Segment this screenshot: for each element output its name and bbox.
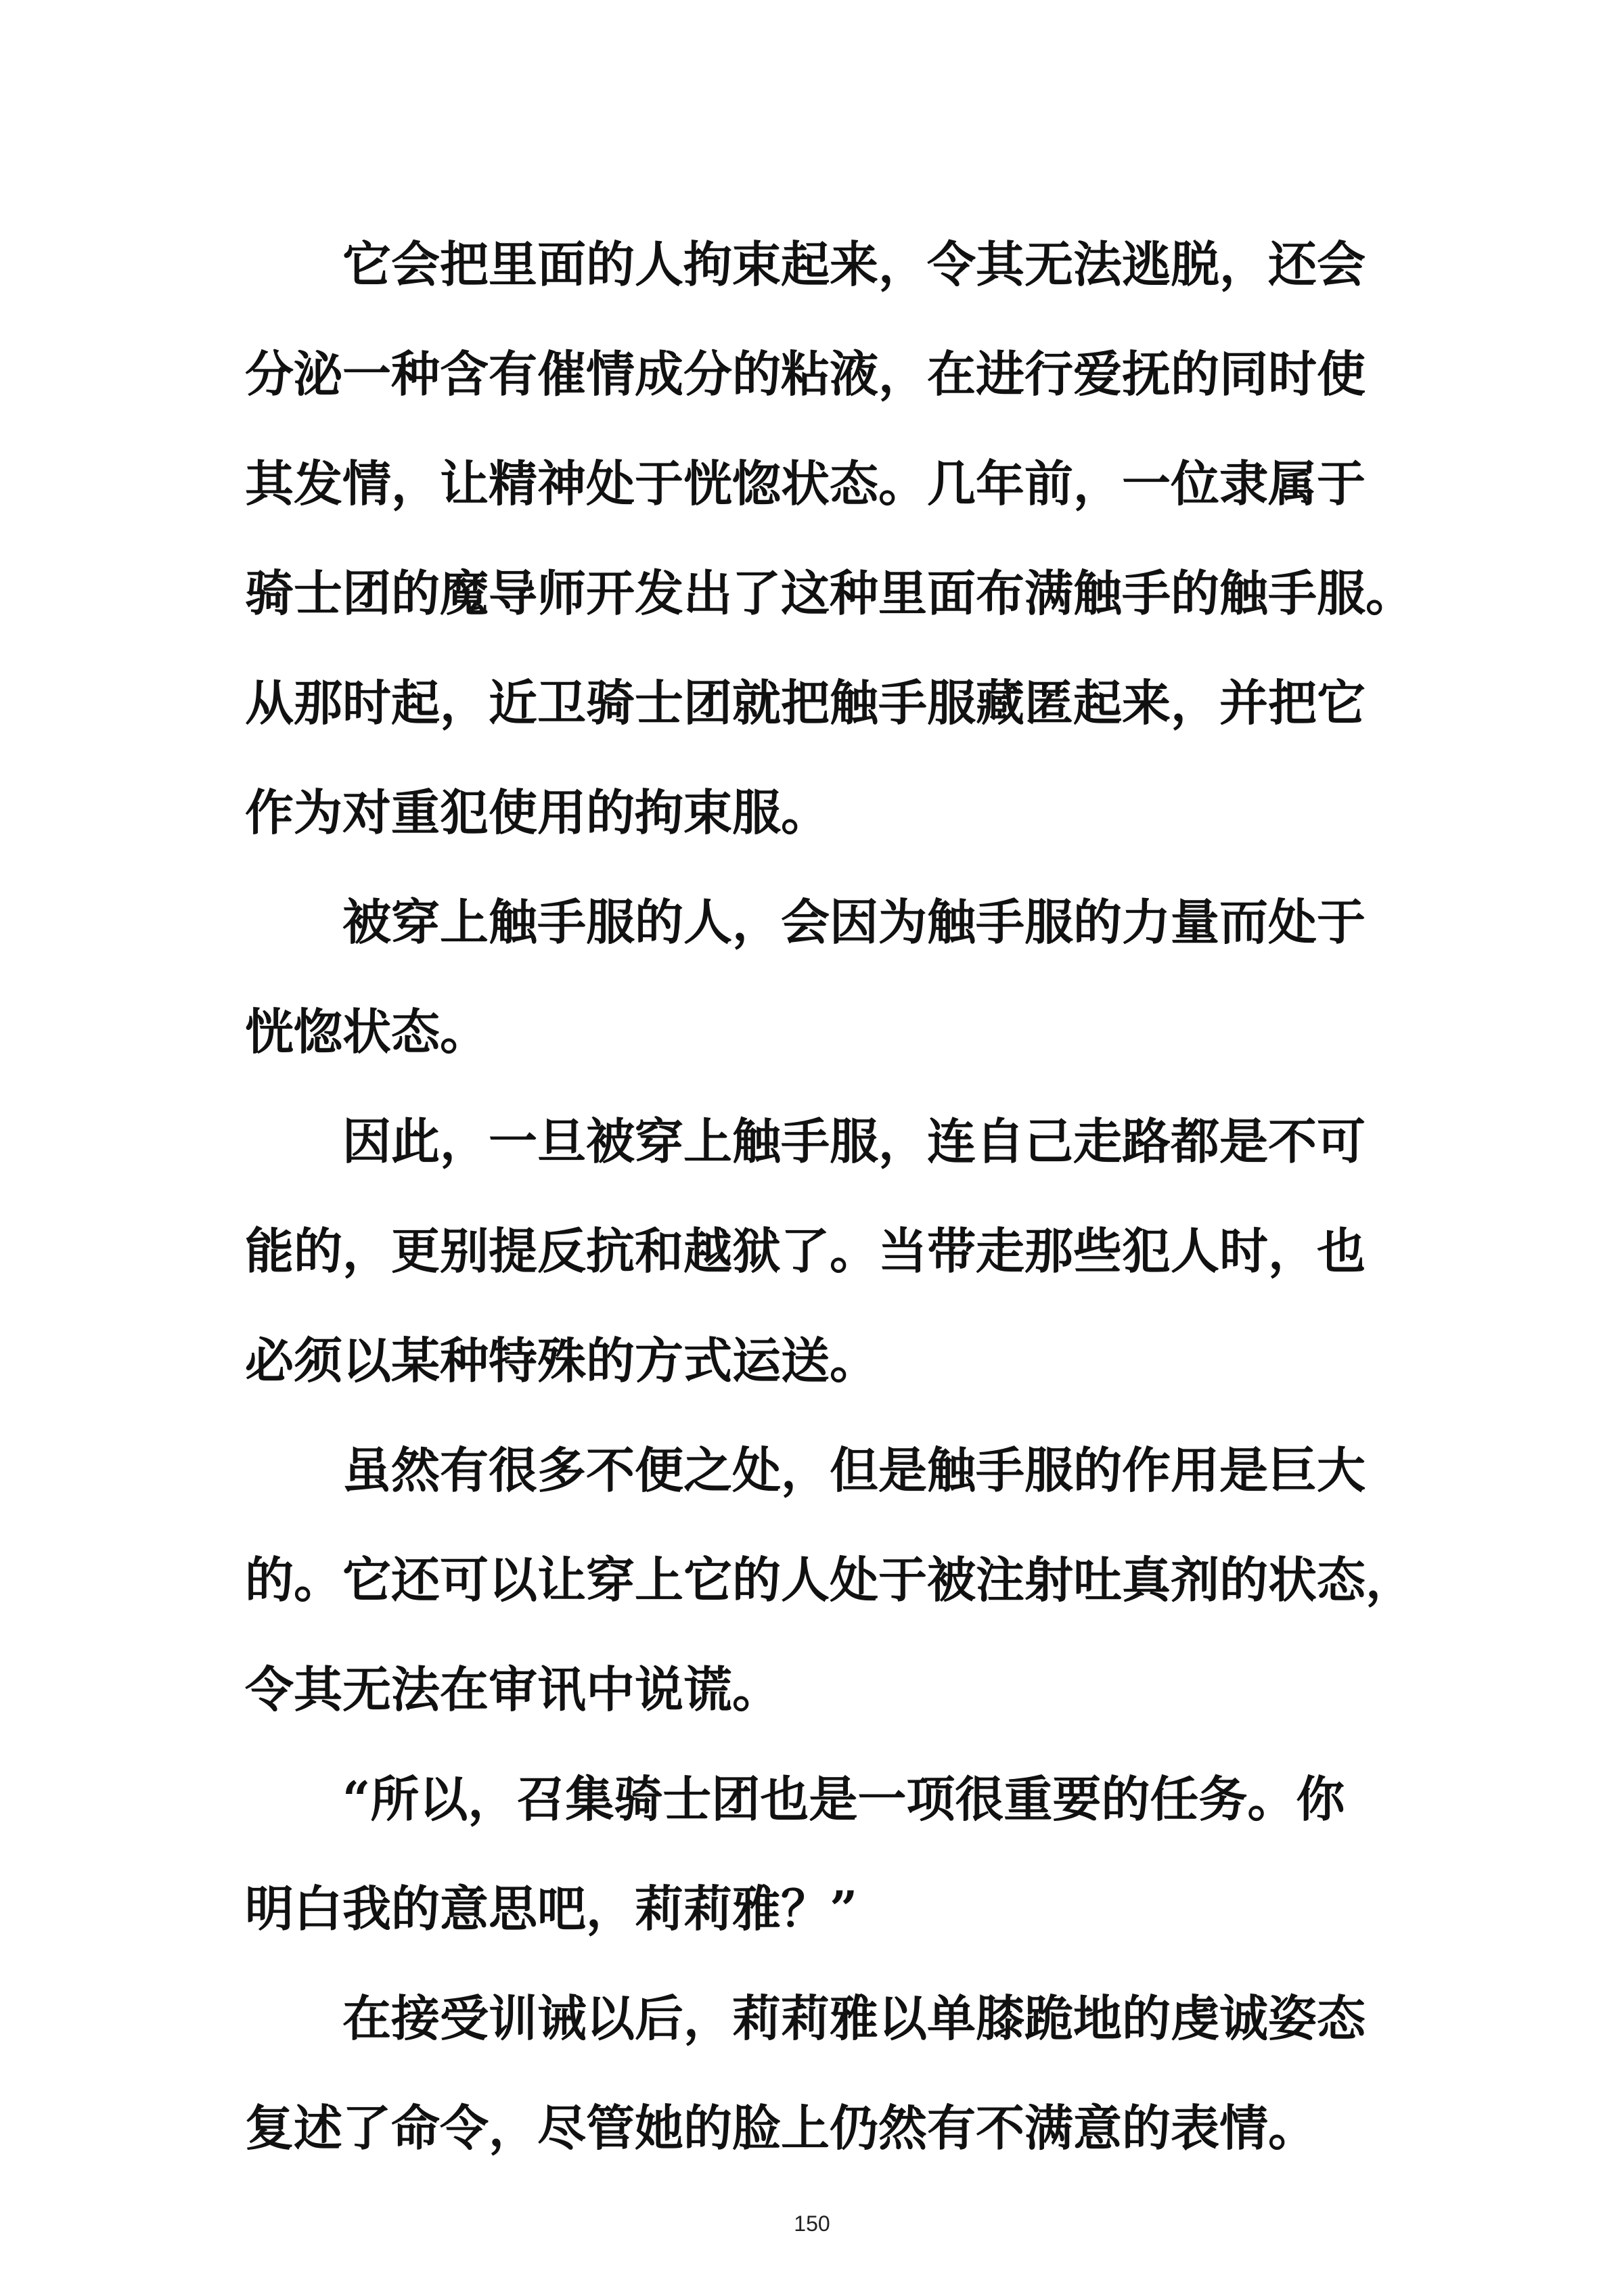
text-line: 因此，一旦被穿上触手服，连自己走路都是不可	[245, 1112, 1366, 1170]
text-line: 恍惚状态。	[245, 1003, 489, 1060]
text-line: 从那时起，近卫骑士团就把触手服藏匿起来，并把它	[245, 674, 1366, 731]
text-line: 其发情，让精神处于恍惚状态。几年前，一位隶属于	[245, 455, 1366, 512]
body-text	[245, 210, 1436, 2183]
text-line: 分泌一种含有催情成分的粘液，在进行爱抚的同时使	[245, 345, 1366, 403]
text-line: 复述了命令，尽管她的脸上仍然有不满意的表情。	[245, 2099, 1317, 2157]
text-line: 虽然有很多不便之处，但是触手服的作用是巨大	[245, 1441, 1366, 1499]
text-line: 能的，更别提反抗和越狱了。当带走那些犯人时，也	[245, 1222, 1366, 1280]
text-line: 作为对重犯使用的拘束服。	[245, 784, 830, 841]
text-line: “所以，召集骑士团也是一项很重要的任务。你	[245, 1770, 1345, 1828]
text-line: 明白我的意思吧，莉莉雅？”	[245, 1880, 858, 1937]
text-line: 它会把里面的人拘束起来，令其无法逃脱，还会	[245, 235, 1366, 293]
text-line: 骑士团的魔导师开发出了这种里面布满触手的触手服。	[245, 564, 1415, 622]
text-line: 必须以某种特殊的方式运送。	[245, 1332, 879, 1389]
text-line: 被穿上触手服的人，会因为触手服的力量而处于	[245, 893, 1366, 951]
text-line: 令其无法在审讯中说谎。	[245, 1661, 782, 1718]
text-line: 在接受训诫以后，莉莉雅以单膝跪地的虔诚姿态	[245, 1989, 1366, 2047]
text-line: 的。它还可以让穿上它的人处于被注射吐真剂的状态，	[245, 1551, 1415, 1608]
page-number: 150	[794, 2211, 830, 2236]
